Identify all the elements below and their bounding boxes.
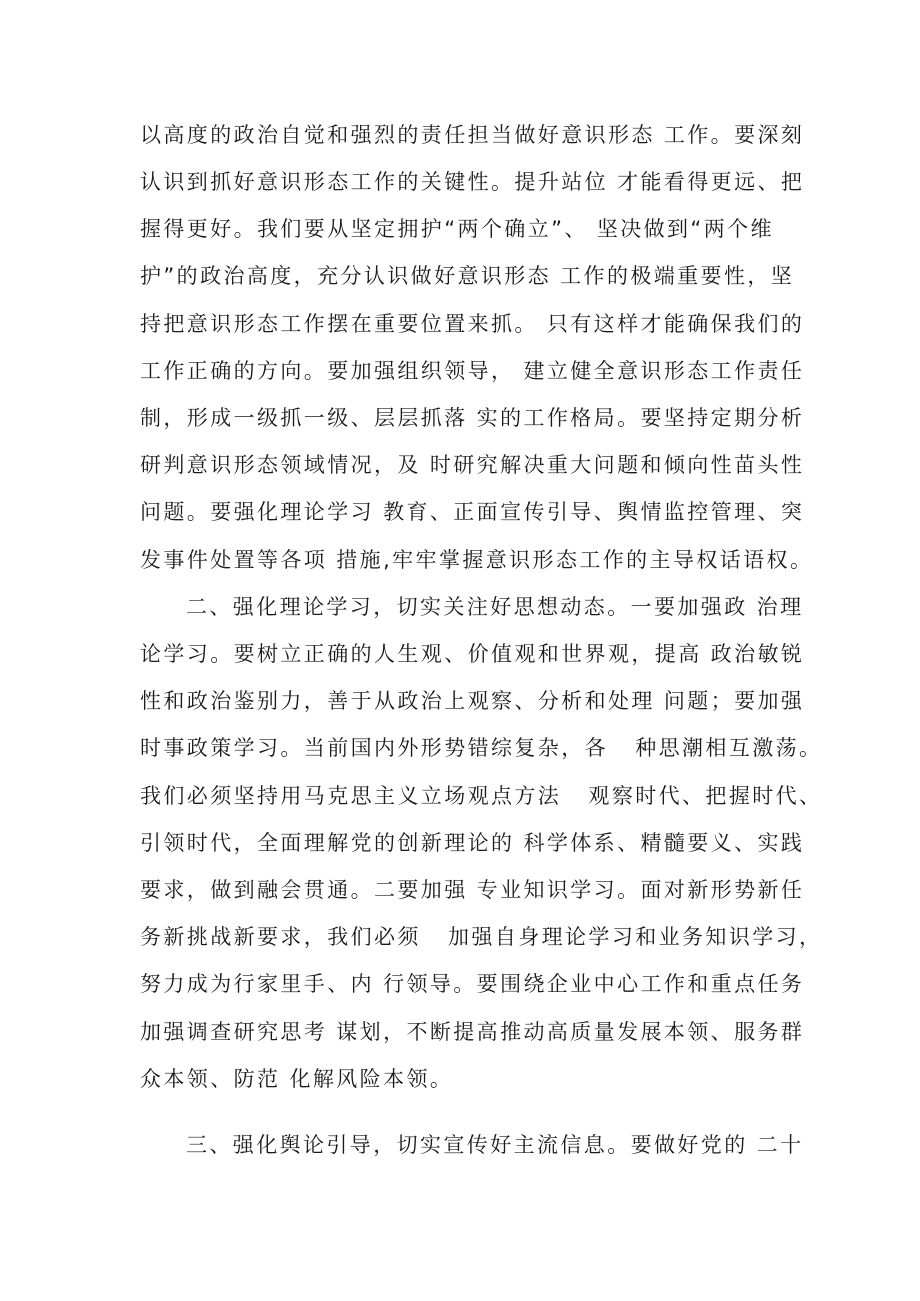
text-line: 务新挑战新要求，我们必须 加强自身理论学习和业务知识学习， [140,925,823,949]
text-line: 我们必须坚持用马克思主义立场观点方法 观察时代、把握时代、 [140,784,823,808]
text-line: 众本领、防范 化解风险本领。 [140,1067,454,1091]
text-line: 持把意识形态工作摆在重要位置来抓。 只有这样才能确保我们的 [140,312,805,336]
text-line: 认识到抓好意识形态工作的关键性。提升站位 才能看得更远、把 [140,170,805,194]
section-heading-line: 二、强化理论学习，切实关注好思想动态。一要加强政 治理 [186,595,804,619]
text-line: 以高度的政治自觉和强烈的责任担当做好意识形态 工作。要深刻 [140,123,805,147]
text-line: 时事政策学习。当前国内外形势错综复杂，各 种思潮相互激荡。 [140,736,823,760]
section-heading-line: 三、强化舆论引导，切实宣传好主流信息。要做好党的 二十 [186,1133,804,1157]
text-line: 加强调查研究思考 谋划，不断提高推动高质量发展本领、服务群 [140,1020,805,1044]
text-line: 护”的政治高度，充分认识做好意识形态 工作的极端重要性，坚 [140,264,795,288]
text-line: 发事件处置等各项 措施,牢牢掌握意识形态工作的主导权话语权。 [140,548,814,572]
text-line: 论学习。要树立正确的人生观、价值观和世界观，提高 政治敏锐 [140,642,805,666]
text-line: 制，形成一级抓一级、层层抓落 实的工作格局。要坚持定期分析 [140,406,805,430]
text-line: 性和政治鉴别力，善于从政治上观察、分析和处理 问题；要加强 [140,689,805,713]
text-line: 努力成为行家里手、内 行领导。要围绕企业中心工作和重点任务 [140,972,805,996]
text-line: 引领时代，全面理解党的创新理论的 科学体系、精髓要义、实践 [140,831,805,855]
text-line: 研判意识形态领域情况，及 时研究解决重大问题和倾向性苗头性 [140,453,805,477]
text-line: 要求，做到融会贯通。二要加强 专业知识学习。面对新形势新任 [140,878,805,902]
text-line: 问题。要强化理论学习 教育、正面宣传引导、舆情监控管理、突 [140,500,805,524]
text-line: 握得更好。我们要从坚定拥护“两个确立”、 坚决做到“两个维 [140,217,774,241]
text-line: 工作正确的方向。要加强组织领导， 建立健全意识形态工作责任 [140,359,805,383]
